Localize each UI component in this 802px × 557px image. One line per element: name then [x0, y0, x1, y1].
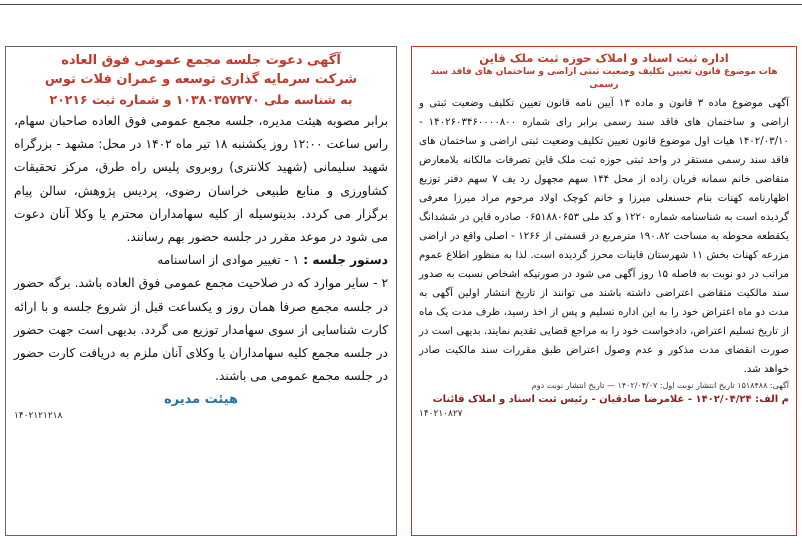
registration-notice-subtitle: هات موضوع قانون تعیین تکلیف وضعیت ثبتی اراضی و ساختمان های فاقد سند رسمی: [430, 67, 778, 90]
agenda-line: [14, 249, 388, 272]
company-registration-line: به شناسه ملی ۱۰۳۸۰۳۵۷۲۷۰ و شماره ثبت ۲۰۲۱۶: [49, 92, 353, 107]
agenda-item-1: ۱ - تغییر موادی از اساسنامه: [157, 253, 304, 268]
assembly-invitation-code: ۱۴۰۲۱۲۱۲۱۸: [14, 411, 63, 422]
agenda-item-2: ۲ - سایر موارد که در صلاحیت مجمع عمومی فوق العاده باشد. برگه حضور در جلسه مجمع صرفا همان روز و یکساعت قبل از شروع جلسه و با ارائه کارت شناسایی از سوی سهامدار توزیع می گردد. بدیهی است جهت حضور در جلسه مجمع کلیه سهامداران یا وکلای آنان ملزم به دریافت کارت حضور در جلسه مجمع عمومی می باشند.: [14, 276, 388, 384]
assembly-invitation-title: آگهی دعوت جلسه مجمع عمومی فوق العاده: [61, 53, 341, 68]
assembly-invitation-paragraph: برابر مصوبه هیئت مدیره، جلسه مجمع عمومی فوق العاده صاحبان سهام، راس ساعت ۱۲:۰۰ روز یکشنبه ۱۸ تیر ماه ۱۴۰۲ در محل: مشهد - بزرگراه شهید سلیمانی (شهید کلانتری) روبروی پلیس راه طرق، مرکز تحقیقات کشاورزی و منابع طبیعی خراسان رضوی، پردیس پژوهش، سالن پیام برگزار می کردد. بدینوسیله از کلیه سهامداران محترم یا وکلا آنان دعوت می شود در موعد مقرر در جلسه حضور بهم رسانند.: [14, 114, 389, 245]
company-name: شرکت سرمایه گذاری توسعه و عمران فلات توس: [44, 72, 358, 87]
registration-notice-paragraph: آگهی موضوع ماده ۳ قانون و ماده ۱۳ آیین نامه قانون تعیین تکلیف وضعیت ثبتی و اراضی و ساختمان های فاقد سند رسمی برابر رای شماره ۱۴۰۲۶۰۳۴۶۰۰۰۰۸۰۰ - ۱۴۰۲/۰۳/۱۰ هیات اول موضوع قانون تعیین تکلیف وضعیت ثبتی اراضی و ساختمان های فاقد سند رسمی مستقر در واحد ثبتی حوزه ثبت ملک قاین تصرفات مالکانه بلامعارض متقاضی خانم سمانه فریان زاده از محل ۱۴۴ سهم مجهول رد یف ۷ سهم دفتر توزیع اظهارنامه کهنات بنام حسنعلی میرزا و خانم کوچک اولاد مرحوم مراد میرزا معرفی گردیده است به شناسنامه شماره ۱۲۲۰ و کد ملی ۰۶۵۱۸۸۰۶۵۳ صادره قاین در ششدانگ یکقطعه محوطه به مساحت ۱۹۰.۸۲ مترمربع در قسمتی از ۱۲۶۶ - اصلی واقع در اراضی مزرعه کهنات بخش ۱۱ شهرستان قاینات محرز گردیده است. لذا به منظور اطلاع عموم مراتب در دو نوبت به فاصله ۱۵ روز آگهی می شود در صورتیکه اشخاص نسبت به صدور سند مالکیت متقاضی اعتراضی داشته باشند می توانند از تاریخ انتشار اولین آگهی به مدت دو ماه اعتراض خود را به این اداره تسلیم و پس از اخذ رسید، ظرف مدت یک ماه از تاریخ تسلیم اعتراض، دادخواست خود را به مراجع قضایی تقدیم نمایند. بدیهی است در صورت انقضای مدت مذکور و عدم وصول اعتراض طبق مقررات سند مالکیت صادر خواهد شد.: [419, 98, 789, 375]
page-top-rule: [0, 4, 802, 5]
board-signature: هیئت مدیره: [163, 392, 239, 408]
registration-notice-signature: م الف: ۱۴۰۲/۰۴/۲۴ - غلامرضا صادقیان - رئیس ثبت اسناد و املاک قائنات: [432, 394, 789, 405]
registration-notice-publish-dates: آگهی: ۱۵۱۸۴۸۸ تاریخ انتشار نوبت اول: ۱۴۰۲/۰۴/۰۷ — تاریخ انتشار نوبت دوم: [531, 381, 789, 390]
registration-notice-ad: [411, 46, 797, 536]
registration-notice-body: [419, 94, 789, 392]
agenda-heading: دستور جلسه :: [303, 253, 388, 268]
assembly-invitation-body: [14, 110, 388, 388]
registration-notice-title: اداره ثبت اسناد و املاک حوزه ثبت ملک قاین: [479, 51, 729, 65]
registration-notice-code: ۱۴۰۲۱۰۸۲۷: [419, 409, 463, 419]
assembly-invitation-ad: [5, 46, 397, 536]
